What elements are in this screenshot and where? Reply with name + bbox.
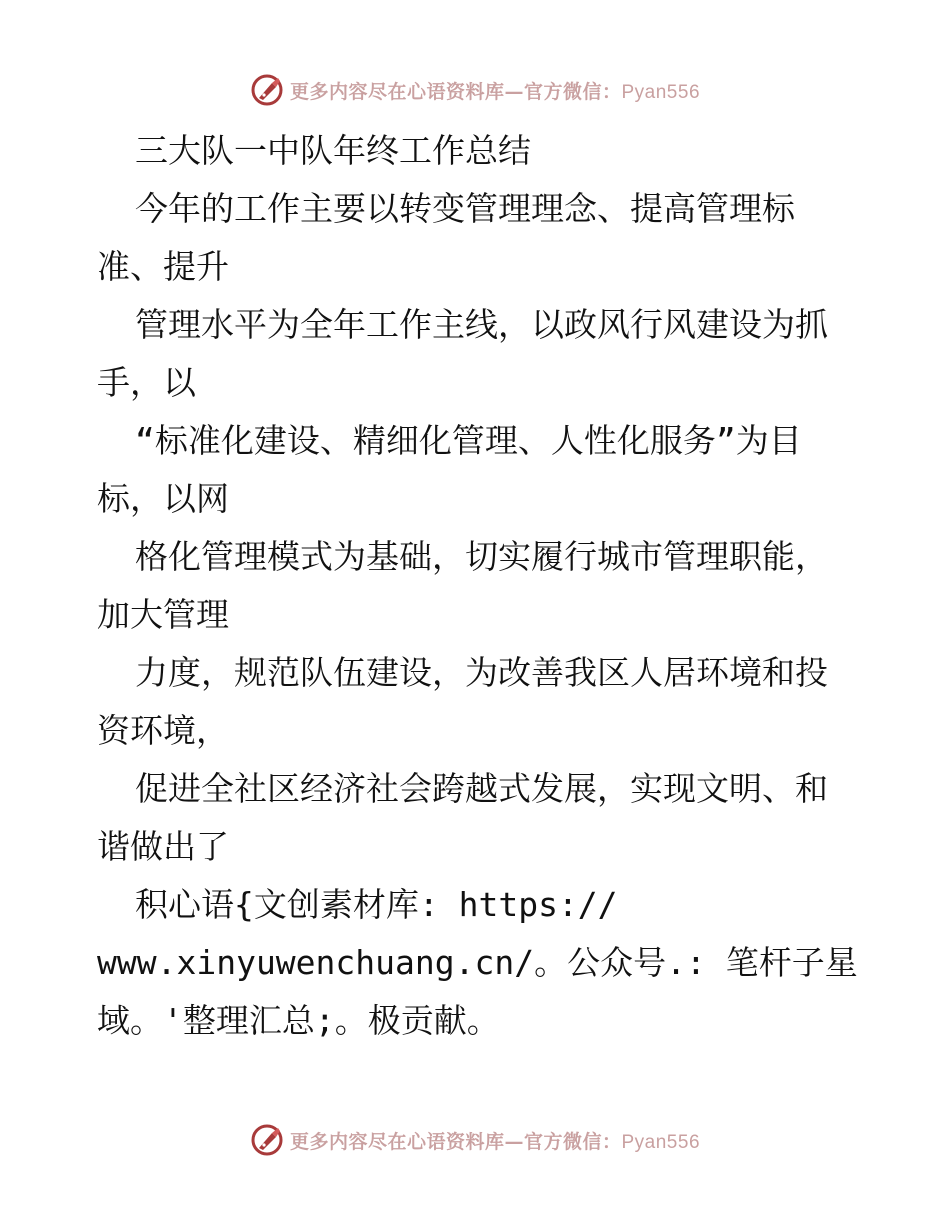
paragraph-line: 谐做出了 [97,827,229,866]
watermark-dash: — [504,1130,524,1153]
paragraph-line: 积心语{文创素材库: https:// [135,885,618,924]
paragraph-line: 准、提升 [97,247,229,286]
paragraph-line: 今年的工作主要以转变管理理念、提高管理标 [135,189,795,228]
paragraph-line: 手，以 [97,363,196,402]
watermark-main: 更多内容尽在心语资料库 [289,1130,505,1153]
paragraph-line: 力度，规范队伍建设，为改善我区人居环境和投 [135,653,828,692]
document-body [97,122,857,1050]
footer-watermark-banner [0,1120,950,1160]
watermark-wechat-label: 官方微信： [523,1130,622,1153]
paragraph-line: 标，以网 [97,479,229,518]
paragraph-line: 促进全社区经济社会跨越式发展，实现文明、和 [135,769,828,808]
paragraph-line: 管理水平为全年工作主线，以政风行风建设为抓 [135,305,828,344]
watermark-text [290,1127,700,1154]
paragraph-line: 加大管理 [97,595,229,634]
watermark-wechat-label: 官方微信： [523,80,622,103]
pen-nib-logo-icon [250,73,284,107]
watermark-dash: — [504,80,524,103]
watermark-text [290,77,700,104]
paragraph-line: 资环境， [97,711,229,750]
header-watermark-banner [0,70,950,110]
paragraph-line: 域。'整理汇总;。极贡献。 [97,1001,500,1040]
watermark-wechat-id: Pyan556 [621,1131,701,1153]
pen-nib-logo-icon [250,1123,284,1157]
watermark-wechat-id: Pyan556 [621,81,701,103]
document-title: 三大队一中队年终工作总结 [135,131,531,170]
paragraph-line: www.xinyuwenchuang.cn/。公众号.: 笔杆子星 [97,943,858,982]
paragraph-line: “标准化建设、精细化管理、人性化服务”为目 [135,421,802,460]
paragraph-line: 格化管理模式为基础，切实履行城市管理职能， [135,537,828,576]
watermark-main: 更多内容尽在心语资料库 [289,80,505,103]
